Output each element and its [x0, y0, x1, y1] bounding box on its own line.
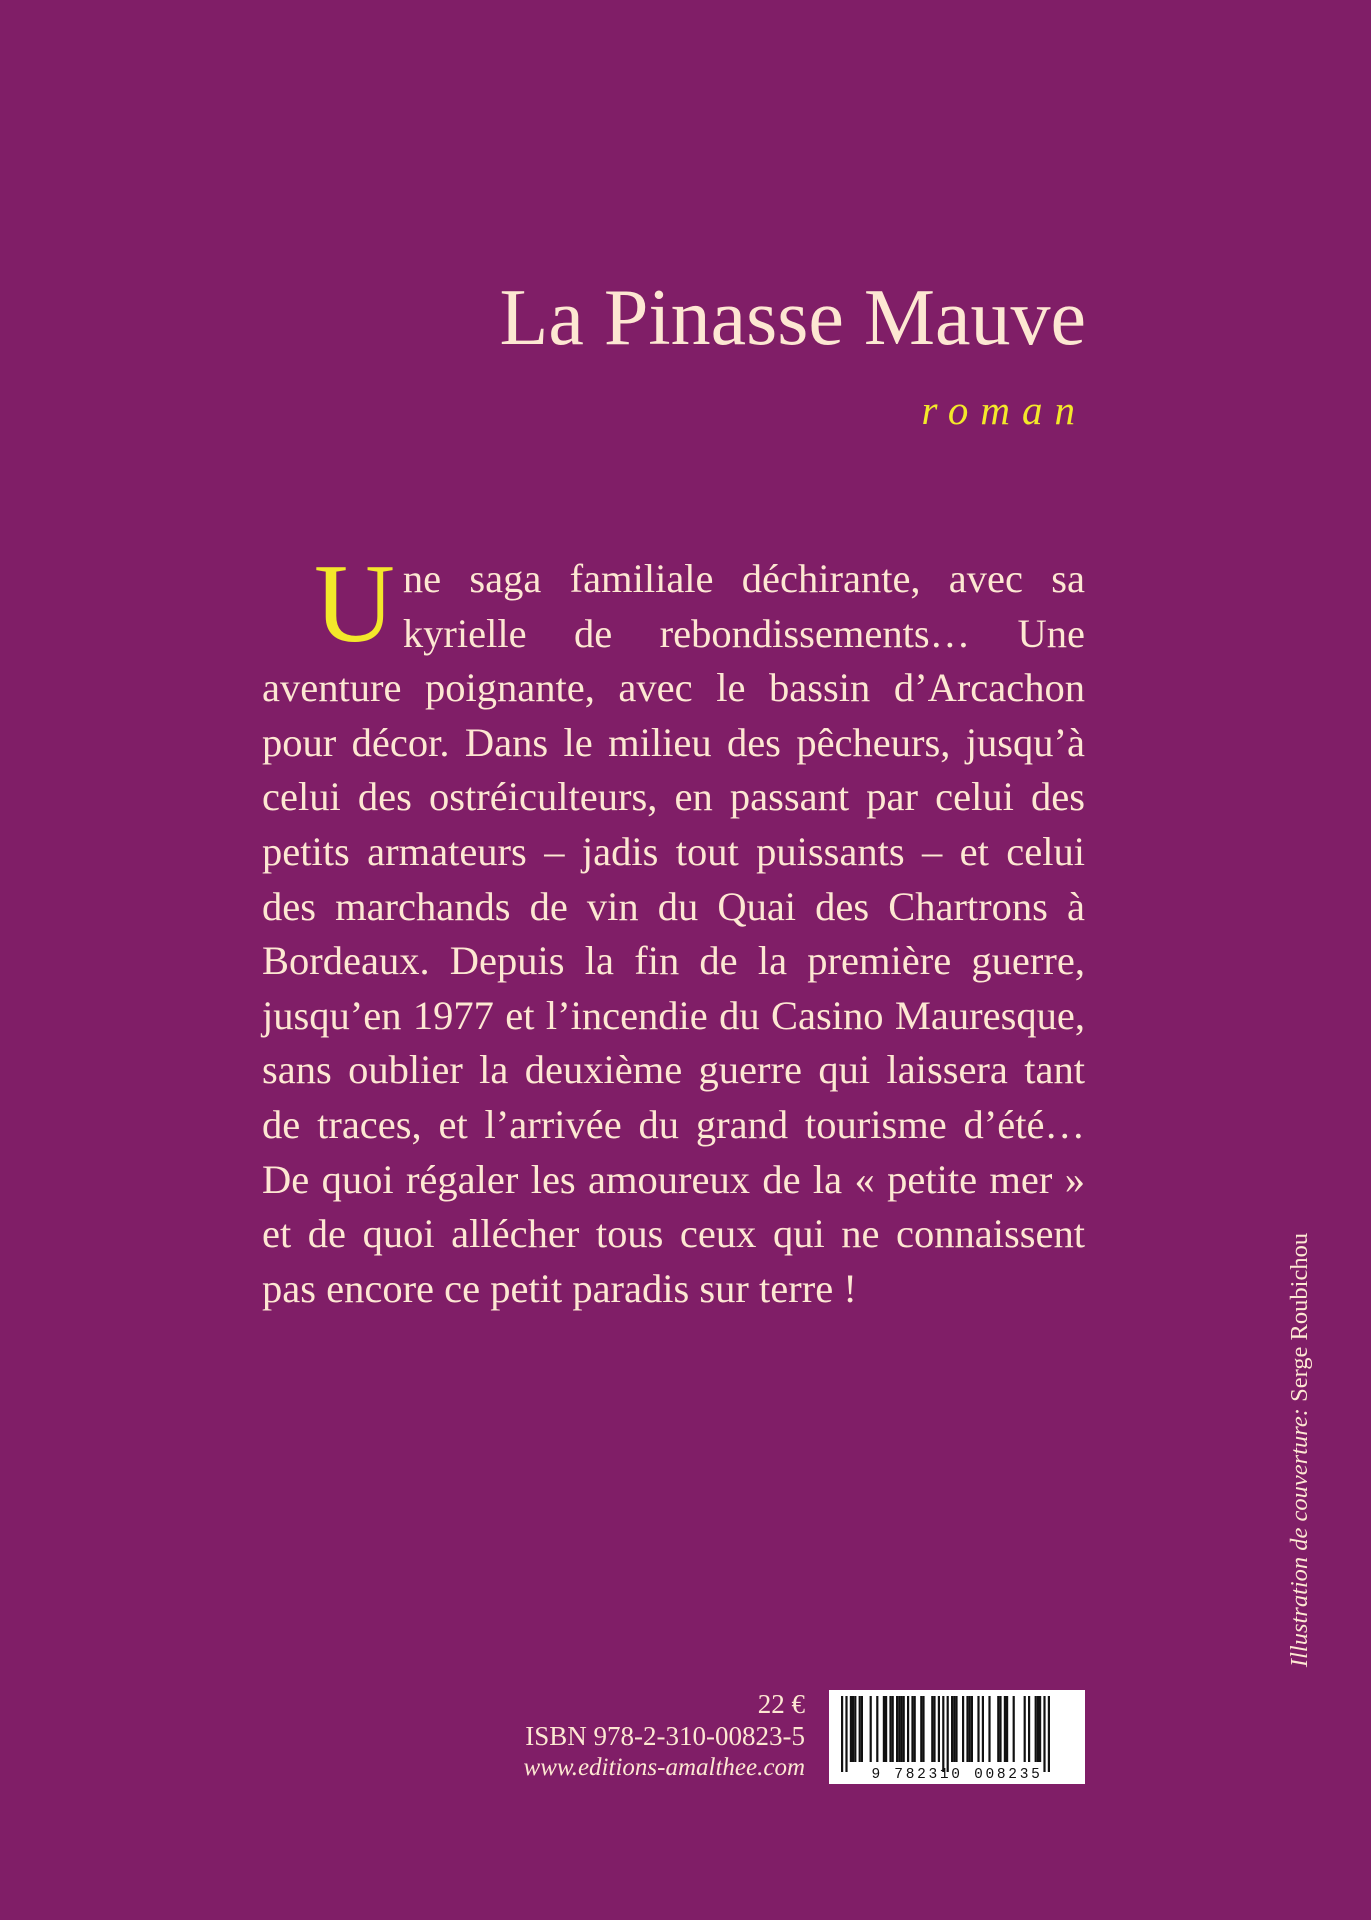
- barcode-bar: [911, 1696, 913, 1762]
- blurb-text: ne saga familiale déchirante, avec sa kyrielle de rebondissements… Une aventure poignante, avec le bassin d’Arcachon pour décor. Dans le milieu des pêcheurs, jusqu’à celui des ostréiculteurs, en passant par celui des petits armateurs – jadis tout puissants – et celui des marchands de vin du Quai des Chartrons à Bordeaux. Depuis la fin de la première guerre, jusqu’en 1977 et l’incendie du Casino Mauresque, sans oublier la deuxième guerre qui laissera tant de traces, et l’arrivée du grand tourisme d’été… De quoi régaler les amoureux de la « petite mer » et de quoi allécher tous ceux qui ne connaissent pas encore ce petit paradis sur terre !: [262, 556, 1085, 1311]
- barcode-bar: [841, 1696, 843, 1772]
- barcode-bar: [1024, 1696, 1026, 1762]
- barcode-bar: [977, 1696, 979, 1762]
- barcode-bar: [999, 1696, 1001, 1762]
- barcode-bar: [889, 1696, 891, 1762]
- barcode-bar: [1043, 1696, 1045, 1772]
- book-title: La Pinasse Mauve: [499, 274, 1086, 362]
- barcode-bar: [951, 1696, 953, 1762]
- barcode-bar: [1006, 1696, 1008, 1762]
- barcode-bar: [907, 1696, 909, 1762]
- barcode-bar: [885, 1696, 887, 1762]
- barcode-bar: [997, 1696, 999, 1762]
- barcode-bar: [898, 1696, 900, 1762]
- illustration-credit: Illustration de couverture: Serge Roubichou: [1286, 1232, 1313, 1668]
- barcode-bar: [947, 1696, 949, 1772]
- barcode-bar: [966, 1696, 968, 1762]
- barcode-bar: [1035, 1696, 1037, 1762]
- barcode-bar: [969, 1696, 971, 1762]
- barcode-bar: [850, 1696, 852, 1762]
- barcode-bar: [1048, 1696, 1050, 1772]
- barcode-bar: [955, 1696, 957, 1762]
- barcode-bar: [922, 1696, 924, 1762]
- back-cover-blurb: [262, 542, 1085, 1316]
- barcode-bar: [931, 1696, 933, 1762]
- barcode-bar: [1028, 1696, 1030, 1762]
- publication-info: [524, 1688, 805, 1784]
- illustration-credit-name: Serge Roubichou: [1286, 1232, 1313, 1402]
- barcode-bar: [933, 1696, 935, 1762]
- isbn-barcode: [829, 1690, 1085, 1784]
- barcode-bar: [883, 1696, 885, 1762]
- barcode-bar: [1004, 1696, 1006, 1762]
- drop-cap: U: [314, 542, 395, 666]
- barcode-bar: [938, 1696, 940, 1762]
- barcode-bar: [988, 1696, 990, 1762]
- barcode-bar: [962, 1696, 964, 1762]
- barcode-bar: [892, 1696, 894, 1762]
- barcode-bar: [1039, 1696, 1041, 1762]
- barcode-bar: [971, 1696, 973, 1762]
- barcode-bar: [942, 1696, 944, 1772]
- barcode-bar: [920, 1696, 922, 1762]
- barcode-bar: [852, 1696, 854, 1762]
- barcode-bar: [870, 1696, 872, 1762]
- publisher-website: www.editions-amalthee.com: [523, 1754, 805, 1781]
- isbn: ISBN 978-2-310-00823-5: [525, 1721, 805, 1751]
- barcode-bar: [903, 1696, 905, 1762]
- barcode-bar: [1037, 1696, 1039, 1762]
- barcode-bar: [914, 1696, 916, 1762]
- barcode-bar: [1013, 1696, 1015, 1762]
- barcode-bar: [854, 1696, 856, 1762]
- barcode-bar: [876, 1696, 878, 1762]
- barcode-digits: 9 782310 008235: [871, 1767, 1043, 1783]
- barcode-bar: [859, 1696, 861, 1762]
- barcode-bar: [900, 1696, 902, 1762]
- book-genre: roman: [921, 387, 1087, 433]
- illustration-credit-label: Illustration de couverture: [1286, 1416, 1313, 1668]
- barcode-bar: [982, 1696, 984, 1762]
- barcode-bar: [845, 1696, 847, 1772]
- price: 22 €: [757, 1689, 805, 1719]
- barcode-bar: [896, 1696, 898, 1762]
- barcode-bar: [861, 1696, 863, 1762]
- barcode-bar: [953, 1696, 955, 1762]
